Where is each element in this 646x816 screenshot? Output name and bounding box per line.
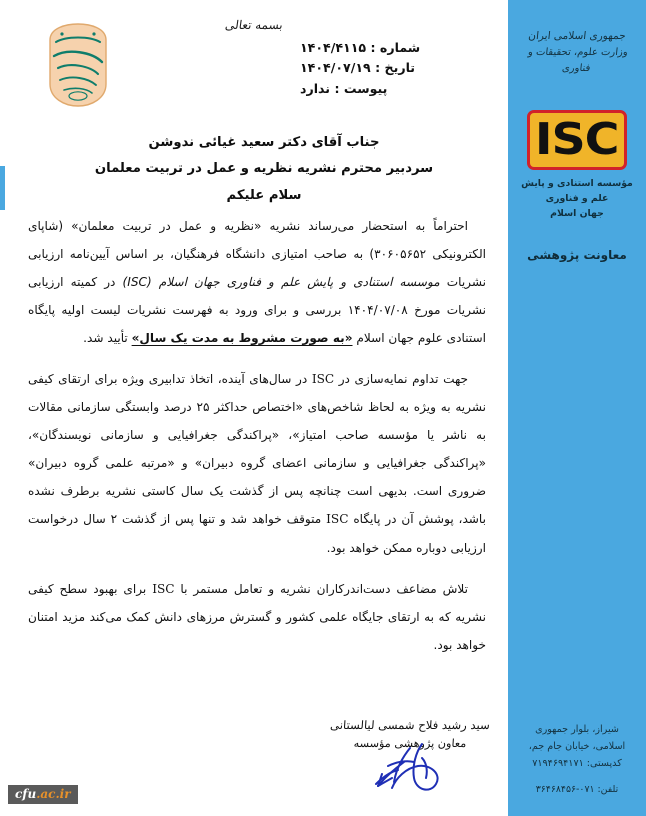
salutation-block (40, 130, 488, 181)
handwritten-signature-icon (352, 740, 472, 802)
p1-issn: ۳۰۶۰۵۶۵۲ (374, 247, 427, 262)
meta-number-label: شماره : (370, 40, 421, 55)
isc-subtitle-line-1: مؤسسه استنادی و پایش علم و فناوری (521, 178, 633, 205)
meta-row-number (300, 38, 420, 58)
isc-logo-block (513, 110, 641, 222)
signatory-title: معاون پژوهشی مؤسسه (353, 737, 467, 751)
meta-row-attachment (300, 79, 420, 99)
salutation-line-2: سردبیر محترم نشریه نظریه و عمل در تربیت معلمان (94, 160, 434, 176)
address-line-2: اسلامی، خیابان جام جم، (528, 740, 626, 752)
paragraph-2 (28, 365, 486, 561)
isc-subtitle (513, 177, 641, 222)
address-line-1: شیراز، بلوار جمهوری (535, 724, 619, 736)
meta-attachment-label: پیوست : (334, 80, 388, 96)
p1-italic-isc-name: موسسه استنادی و پایش علم و فناوری جهان اسلام (ISC) (122, 275, 440, 290)
address-block (508, 722, 646, 798)
meta-date-value: ۱۴۰۴/۰۷/۱۹ (300, 60, 371, 76)
document-meta-block (300, 38, 420, 99)
ornamental-seal-icon (40, 22, 116, 108)
left-blue-edge-mark (0, 166, 5, 210)
p3-isc-1: ISC (152, 581, 175, 596)
p1-part-2: ) به صاحب امتیازی دانشگاه فرهنگیان، بر اساس آیین‌نامه ارزیابی نشریات (28, 247, 487, 290)
letter-content (28, 212, 486, 672)
watermark-part-orange: .ac.ir (36, 787, 71, 801)
department-label: معاونت پژوهشی (527, 247, 627, 262)
p2-part-3: متوقف خواهد شد و تنها پس از گذشت ۲ سال درخواست ارزیابی دوباره ممکن خواهد بود. (28, 512, 486, 555)
p3-part-2: برای بهبود سطح کیفی نشریه که به ارتقای جایگاه علمی کشور و گسترش مرزهای دانش کمک می‌کند مزید امتنان خواهد بود. (28, 581, 486, 652)
meta-attachment-value: ندارد (300, 80, 331, 96)
p2-isc-2: ISC (326, 512, 349, 527)
p2-isc-1: ISC (311, 372, 335, 387)
signatory-name: سید رشید فلاح شمسی لیالستانی (329, 718, 491, 732)
greeting-text: سلام علیکم (226, 188, 302, 203)
meta-row-date (300, 58, 420, 78)
paragraph-1 (28, 212, 486, 352)
salutation-line-1: جناب آقای دکتر سعید غیائی ندوشن (148, 135, 380, 150)
p1-conditional-approval-emphasis: «به صورت مشروط به مدت یک سال» (131, 331, 353, 346)
p1-part-1: احتراماً به استحضار می‌رساند نشریه «نظریه و عمل در تربیت معلمان» (شاپای الکترونیکی (28, 219, 486, 262)
letterhead-sidebar (508, 0, 646, 816)
p3-part-1: تلاش مضاعف دست‌اندرکاران نشریه و تعامل مستمر با (174, 581, 468, 596)
signature-block (300, 716, 520, 754)
p1-part-3: در کمیته ارزیابی نشریات مورخ ۱۴۰۴/۰۷/۰۸ بررسی و برای ورود به فهرست نشریات لیست اولیه پایگاه استنادی علوم جهان اسلام (28, 275, 486, 346)
p1-part-4: تأیید شد. (83, 331, 132, 346)
organization-line-2: وزارت علوم، تحقیقات و فناوری (527, 47, 629, 74)
isc-subtitle-line-2: جهان اسلام (550, 208, 604, 220)
telephone-line: تلفن: ۰۷۱-۳۶۴۶۸۴۵۶ (535, 783, 619, 795)
address-line-3: کدپستی: ۷۱۹۴۶۹۴۱۷۱ (532, 757, 622, 769)
p2-part-2: در سال‌های آینده، اتخاذ تدابیری ویژه برای ارتقای کیفی نشریه به ویژه به لحاظ شاخص‌های «اختصاص حداکثر ۲۵ درصد وابستگی سازمانی مقالات به ناشر یا مؤسسه صاحب امتیاز»، «پراکندگی جغرافیایی و سازمانی نویسندگان»، «پراکندگی جغرافیایی و سازمانی اعضای گروه دبیران» و «مرتبه علمی گروه دبیران» ضروری است. بدیهی است چنانچه پس از گذشت یک سال کاستی نشریه برطرف نشده باشد، پوشش آن در پایگاه (28, 372, 486, 527)
meta-number-value: ۱۴۰۴/۴۱۱۵ (300, 40, 367, 55)
p2-part-1: جهت تداوم نمایه‌سازی در (334, 372, 468, 387)
organization-line-1: جمهوری اسلامی ایران (527, 30, 627, 42)
isc-logo-text: ISC (535, 114, 619, 166)
paragraph-3 (28, 575, 486, 659)
cfu-watermark (8, 785, 78, 804)
meta-date-label: تاریخ : (375, 60, 416, 76)
isc-logo-icon (527, 110, 627, 170)
besmeh-tala-heading: بسمه تعالی (224, 18, 284, 32)
watermark-part-white: cfu (15, 787, 37, 801)
